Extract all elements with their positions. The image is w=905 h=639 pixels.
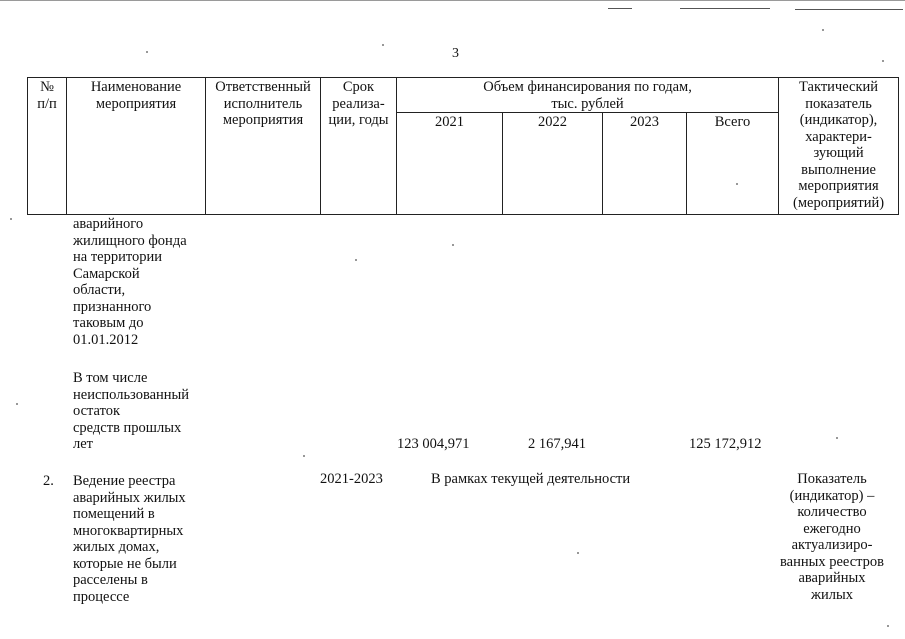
scan-speck bbox=[736, 183, 738, 185]
table-header bbox=[27, 77, 899, 215]
row1-value-2021: 123 004,971 bbox=[397, 436, 470, 452]
scan-speck bbox=[10, 218, 12, 220]
header-indicator: Тактический показатель (индикатор), характери- зующий выполнение мероприятия (мероприятий) bbox=[779, 78, 899, 215]
scan-mark bbox=[795, 9, 903, 10]
row1-subitem: В том числе неиспользованный остаток средств прошлых лет bbox=[73, 370, 190, 452]
header-period: Срок реализа- ции, годы bbox=[321, 78, 397, 215]
page-number: 3 bbox=[452, 46, 459, 61]
row1-value-2022: 2 167,941 bbox=[528, 436, 586, 452]
header-number: № п/п bbox=[28, 78, 67, 215]
scan-speck bbox=[382, 44, 384, 46]
scan-speck bbox=[882, 60, 884, 62]
scan-speck bbox=[16, 403, 18, 405]
row2-funding: В рамках текущей деятельности bbox=[431, 471, 631, 487]
header-year-2021: 2021 bbox=[397, 113, 503, 215]
scan-speck bbox=[836, 437, 838, 439]
header-name: Наименование мероприятия bbox=[67, 78, 206, 215]
header-responsible: Ответственный исполнитель мероприятия bbox=[206, 78, 321, 215]
scan-mark bbox=[680, 8, 770, 9]
scan-speck bbox=[822, 29, 824, 31]
scan-speck bbox=[146, 51, 148, 53]
scan-mark bbox=[608, 8, 632, 9]
scan-speck bbox=[303, 455, 305, 457]
scan-speck bbox=[887, 625, 889, 627]
scan-speck bbox=[355, 259, 357, 261]
row2-period: 2021-2023 bbox=[320, 471, 383, 487]
header-year-2022: 2022 bbox=[503, 113, 603, 215]
header-year-2023: 2023 bbox=[603, 113, 687, 215]
top-scan-edge bbox=[0, 0, 905, 1]
row2-name: Ведение реестра аварийных жилых помещений в многоквартирных жилых домах, которые не были расселены в процессе bbox=[73, 473, 186, 605]
row2-number: 2. bbox=[43, 473, 54, 489]
header-total: Всего bbox=[687, 113, 779, 215]
header-funding: Объем финансирования по годам, тыс. рублей bbox=[397, 78, 779, 113]
scan-speck bbox=[452, 244, 454, 246]
row1-name-continued: аварийного жилищного фонда на территории Самарской области, признанного таковым до 01.01.2012 bbox=[73, 216, 187, 348]
row1-value-total: 125 172,912 bbox=[689, 436, 762, 452]
scan-speck bbox=[577, 552, 579, 554]
row2-indicator: Показатель (индикатор) – количество ежегодно актуализиро- ванных реестров аварийных жилых bbox=[779, 471, 884, 603]
